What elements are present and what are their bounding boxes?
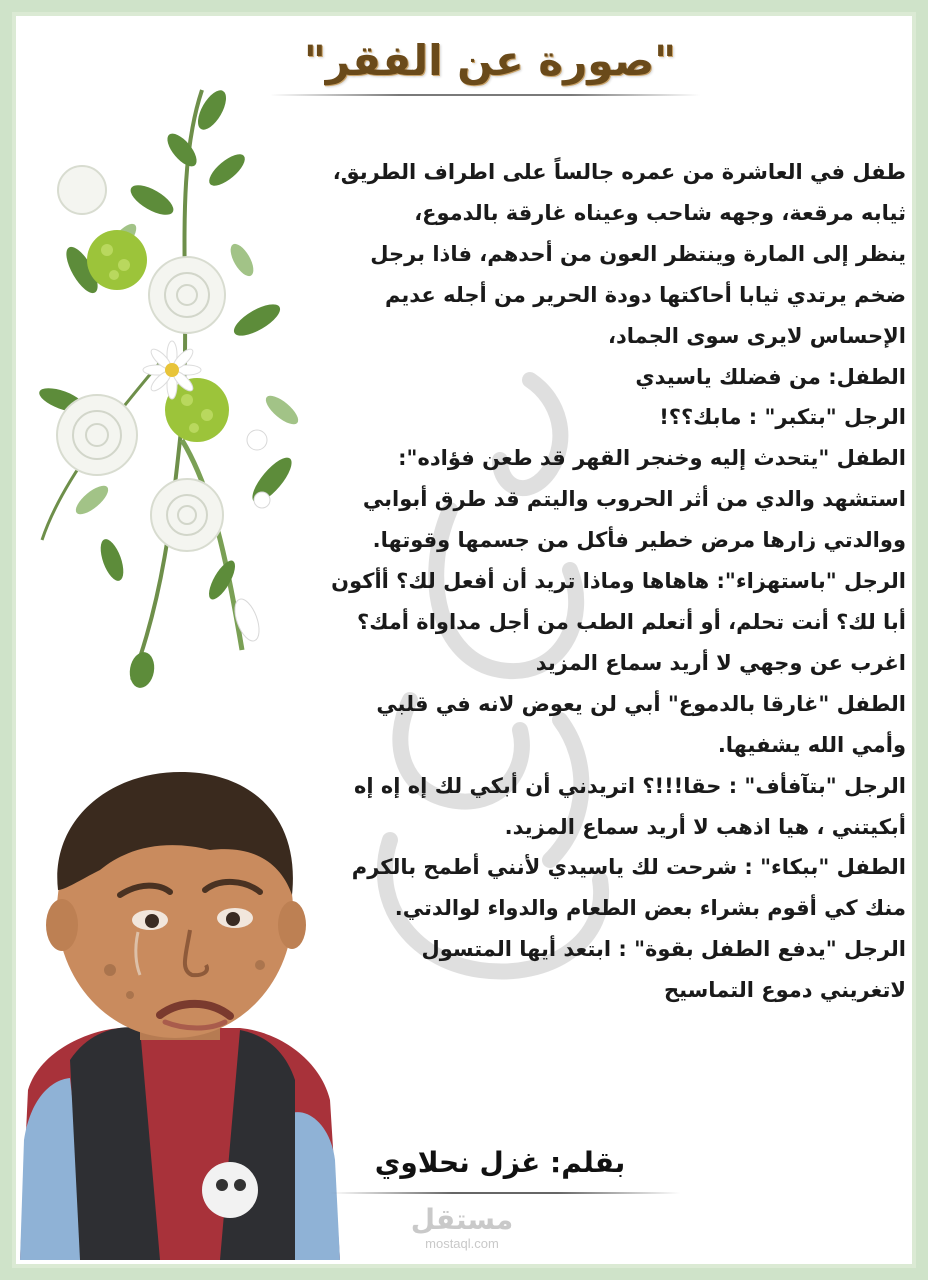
story-line: استشهد والدي من أثر الحروب واليتم قد طرق أبوابي — [362, 487, 906, 512]
story-line: اغرب عن وجهي لا أريد سماع المزيد — [535, 650, 906, 675]
story-line: طفل في العاشرة من عمره جالساً على اطراف الطريق، — [332, 160, 906, 184]
story-line: الطفل "ببكاء" : شرحت لك ياسيدي لأنني أطمح بالكرم — [351, 855, 906, 880]
poster-title: "صورة عن الفقر" — [303, 36, 677, 85]
title-underline — [270, 94, 700, 96]
story-line: ضخم يرتدي ثيابا أحاكتها دودة الحرير من أجله عديم — [384, 282, 906, 307]
flower-bouquet-image — [22, 60, 322, 700]
logo-arabic-text: مستقل — [410, 1203, 514, 1236]
story-line: ينظر إلى المارة وينتظر العون من أحدهم، فاذا برجل — [370, 241, 906, 266]
story-line: أبكيتني ، هيا اذهب لا أريد سماع المزيد. — [504, 814, 906, 839]
story-line: منك كي أقوم بشراء بعض الطعام والدواء لوالدتي. — [394, 896, 906, 921]
story-line: الرجل "باستهزاء": هاهاها وماذا تريد أن أفعل لك؟ أأكون — [331, 569, 906, 594]
story-line: ووالدتي زارها مرض خطير فأكل من جسمها وقوتها. — [372, 528, 906, 553]
story-line: الطفل: من فضلك ياسيدي — [635, 364, 906, 389]
story-line: الطفل "يتحدث إليه وخنجر القهر قد طعن فؤاده": — [398, 446, 906, 471]
story-line: الرجل "يدفع الطفل بقوة" : ابتعد أيها المتسول — [421, 937, 906, 962]
story-line: وأمي الله يشفيها. — [717, 732, 906, 757]
story-text — [286, 152, 906, 1011]
mostaql-logo — [402, 1204, 522, 1256]
story-line: الإحساس لايرى سوى الجماد، — [608, 323, 906, 348]
signature-underline — [330, 1192, 680, 1194]
story-line: ثيابه مرقعة، وجهه شاحب وعيناه غارقة بالدموع، — [414, 200, 906, 225]
author-signature: بقلم: غزل نحلاوي — [374, 1146, 626, 1179]
story-line: الرجل "بتكبر" : مابك؟؟! — [659, 405, 906, 430]
logo-latin-text: mostaql.com — [425, 1236, 499, 1251]
story-line: لاتغريني دموع التماسيح — [663, 978, 906, 1003]
story-line: أبا لك؟ أنت تحلم، أو أتعلم الطب من أجل مداواة أمك؟ — [357, 609, 906, 634]
story-line: الرجل "بتآفأف" : حقا!!!؟ اتريدني أن أبكي لك إه إه إه — [353, 773, 906, 798]
story-line: الطفل "غارقا بالدموع" أبي لن يعوض لانه في قلبي — [376, 691, 906, 716]
